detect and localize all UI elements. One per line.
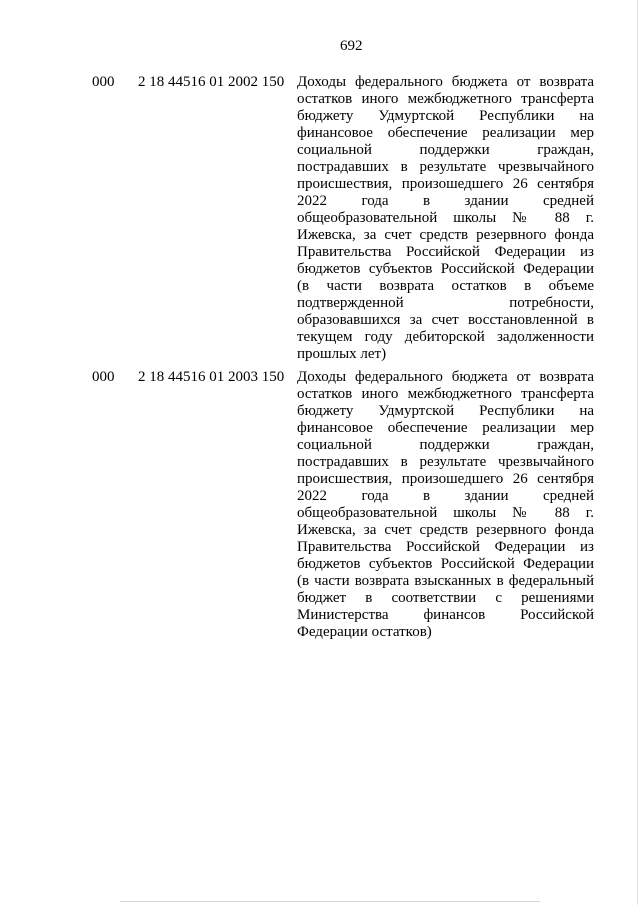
revenue-description: Доходы федерального бюджета от возврата остатков иного межбюджетного трансферта бюджету Удмуртской Республики на финансовое обеспечение реализации мер социальной поддержки граждан, пострадавших в результате чрезвычайного происшествия, произошедшего 26 сентября 2022 года в здании средней общеобразовательной школы № 88 г. Ижевска, за счет средств резервного фонда Правительства Российской Федерации из бюджетов субъектов Российской Федерации (в части возврата взысканных в федеральный бюджет в соответствии с решениями Министерства финансов Российской Федерации остатков) xyxy=(297,369,594,640)
budget-classification-code: 2 18 44516 01 2003 150 xyxy=(138,369,285,385)
revenue-description: Доходы федерального бюджета от возврата остатков иного межбюджетного трансферта бюджету Удмуртской Республики на финансовое обеспечение реализации мер социальной поддержки граждан, пострадавших в результате чрезвычайного происшествия, произошедшего 26 сентября 2022 года в здании средней общеобразовательной школы № 88 г. Ижевска, за счет средств резервного фонда Правительства Российской Федерации из бюджетов субъектов Российской Федерации (в части возврата остатков в объеме подтвержденной потребности, образовавшихся за счет восстановленной в текущем году дебиторской задолженности прошлых лет) xyxy=(297,74,594,362)
scan-edge-right xyxy=(637,0,638,905)
budget-classification-code: 2 18 44516 01 2002 150 xyxy=(138,74,285,90)
scan-edge-bottom xyxy=(120,901,540,902)
admin-code: 000 xyxy=(92,74,115,90)
page-number: 692 xyxy=(340,38,363,54)
admin-code: 000 xyxy=(92,369,115,385)
